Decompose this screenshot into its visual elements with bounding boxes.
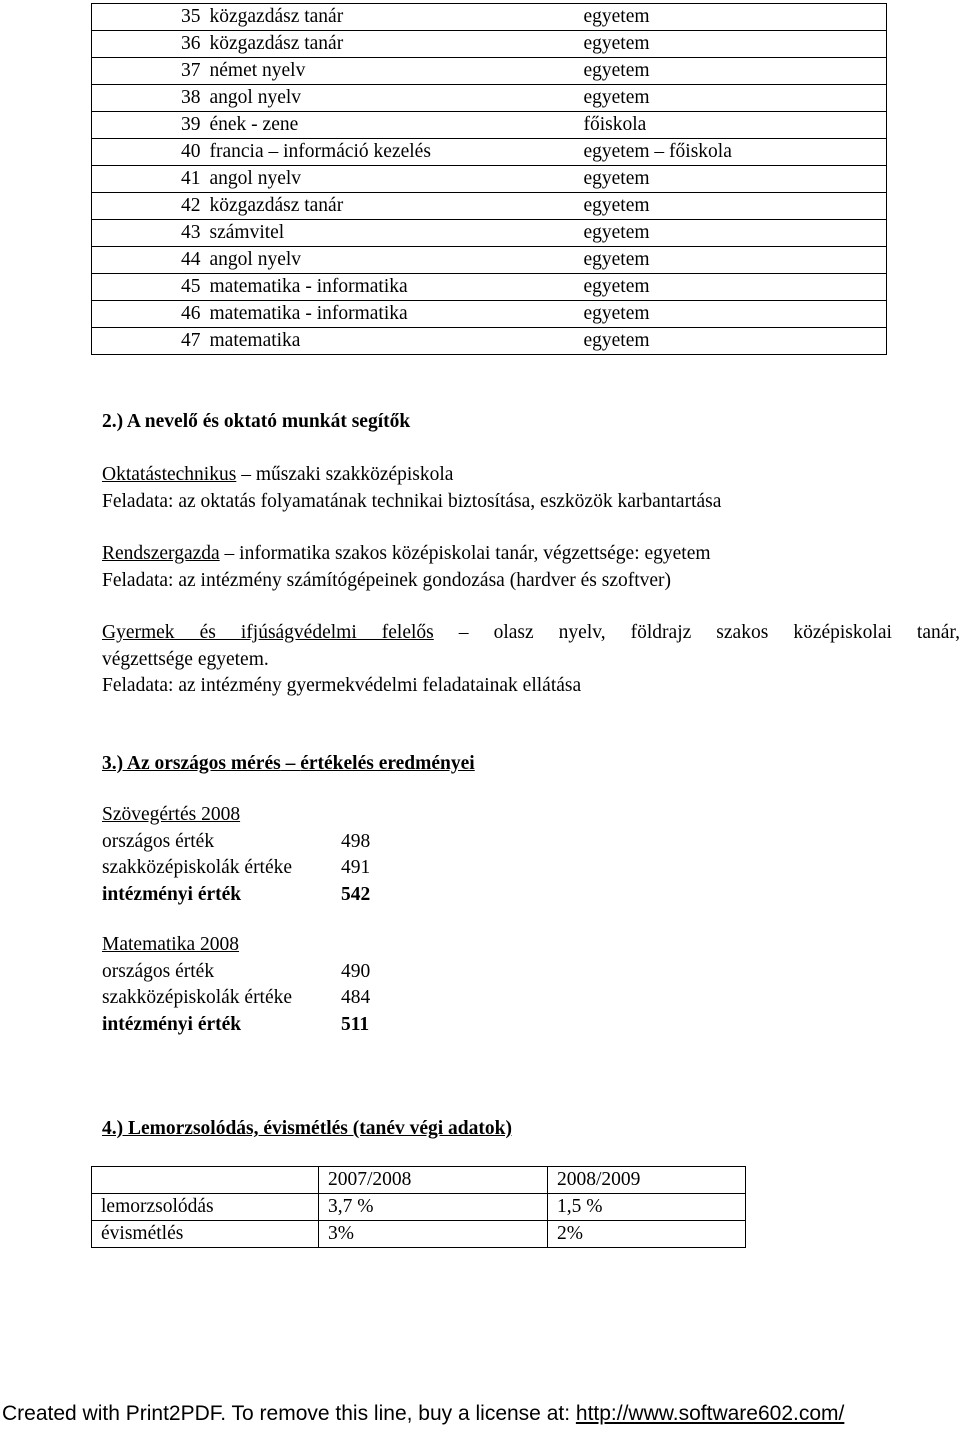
staff-row-number: 35 xyxy=(92,4,210,31)
result-label: országos érték xyxy=(102,830,215,852)
staff-row-degree: egyetem xyxy=(584,166,887,193)
staff-row xyxy=(92,85,887,112)
staff-row-number: 38 xyxy=(92,85,210,112)
section-2 xyxy=(102,409,960,436)
admin-block xyxy=(102,541,960,594)
staff-row xyxy=(92,220,887,247)
staff-row-number: 45 xyxy=(92,274,210,301)
result-value: 484 xyxy=(341,987,371,1008)
dropout-cell: évismétlés xyxy=(92,1221,319,1248)
staff-row-number: 47 xyxy=(92,328,210,355)
result-row xyxy=(102,985,960,1012)
staff-row xyxy=(92,166,887,193)
result-value: 490 xyxy=(341,960,371,982)
staff-row-subject: közgazdász tanár xyxy=(210,4,584,31)
result-value: 491 xyxy=(341,857,371,878)
tech-title: Oktatástechnikus xyxy=(102,464,237,485)
staff-row-degree: egyetem xyxy=(584,85,887,112)
staff-row xyxy=(92,328,887,355)
admin-task: Feladata: az intézmény számítógépeinek gondozása (hardver és szoftver) xyxy=(102,569,672,591)
tech-desc: – műszaki szakközépiskola xyxy=(236,464,454,485)
staff-row-subject: közgazdász tanár xyxy=(210,31,584,58)
staff-row-subject: angol nyelv xyxy=(210,247,584,274)
staff-row-number: 43 xyxy=(92,220,210,247)
dropout-cell: 2% xyxy=(548,1221,746,1248)
dropout-header-row xyxy=(92,1167,746,1194)
dropout-cell: 3,7 % xyxy=(319,1194,548,1221)
staff-row-subject: közgazdász tanár xyxy=(210,193,584,220)
staff-row xyxy=(92,112,887,139)
section-4-heading-text: 4.) Lemorzsolódás, évismétlés (tanév végi adatok) xyxy=(102,1118,512,1139)
reading-results xyxy=(102,802,960,908)
section-3-heading-a: 3.) Az országos mérés xyxy=(102,753,281,774)
staff-row-degree: egyetem xyxy=(584,220,887,247)
staff-row-subject: angol nyelv xyxy=(210,166,584,193)
tech-task: Feladata: az oktatás folyamatának technikai biztosítása, eszközök karbantartása xyxy=(102,490,722,512)
result-row xyxy=(102,855,960,882)
child-desc-2: végzettsége egyetem. xyxy=(102,648,269,670)
staff-row-number: 36 xyxy=(92,31,210,58)
dropout-cell: 2008/2009 xyxy=(548,1167,746,1194)
result-label: szakközépiskolák értéke xyxy=(102,987,293,1008)
result-value: 498 xyxy=(341,830,371,852)
footer-text: Created with Print2PDF. To remove this line, buy a license at: xyxy=(2,1402,576,1425)
dropout-cell xyxy=(92,1167,319,1194)
reading-title: Szövegértés 2008 xyxy=(102,804,241,825)
result-label: intézményi érték xyxy=(102,1013,242,1035)
staff-row-number: 37 xyxy=(92,58,210,85)
staff-row xyxy=(92,247,887,274)
result-label: szakközépiskolák értéke xyxy=(102,857,293,878)
dropout-cell: 3% xyxy=(319,1221,548,1248)
staff-row-subject: német nyelv xyxy=(210,58,584,85)
result-value: 511 xyxy=(341,1013,370,1035)
staff-row-subject: angol nyelv xyxy=(210,85,584,112)
math-results xyxy=(102,932,960,1038)
result-row xyxy=(102,1012,960,1039)
print2pdf-footer xyxy=(2,1402,960,1426)
section-2-heading: 2.) A nevelő és oktató munkát segítők xyxy=(102,411,411,432)
child-desc: – olasz nyelv, földrajz szakos középiskolai tanár, xyxy=(433,622,960,643)
admin-desc: – informatika szakos középiskolai tanár, végzettsége: egyetem xyxy=(219,543,711,564)
admin-title: Rendszergazda xyxy=(102,543,220,564)
dropout-row xyxy=(92,1194,746,1221)
staff-row-number: 44 xyxy=(92,247,210,274)
staff-row-degree: egyetem xyxy=(584,193,887,220)
staff-row-degree: főiskola xyxy=(584,112,887,139)
staff-row-degree: egyetem – főiskola xyxy=(584,139,887,166)
staff-row-degree: egyetem xyxy=(584,4,887,31)
child-title: Gyermek és ifjúságvédelmi felelős xyxy=(102,622,434,643)
staff-row-subject: matematika - informatika xyxy=(210,274,584,301)
staff-row-degree: egyetem xyxy=(584,328,887,355)
staff-row-subject: matematika - informatika xyxy=(210,301,584,328)
staff-row xyxy=(92,4,887,31)
section-3-heading-c: értékelés eredményei xyxy=(300,753,475,774)
staff-row xyxy=(92,301,887,328)
staff-table xyxy=(91,3,887,355)
footer-link[interactable]: http://www.software602.com/ xyxy=(575,1402,845,1425)
child-task: Feladata: az intézmény gyermekvédelmi feladatainak ellátása xyxy=(102,675,582,696)
dropout-cell: 2007/2008 xyxy=(319,1167,548,1194)
staff-row xyxy=(92,31,887,58)
staff-row-degree: egyetem xyxy=(584,31,887,58)
staff-row-number: 39 xyxy=(92,112,210,139)
staff-row-subject: matematika xyxy=(210,328,584,355)
section-4-heading xyxy=(102,1116,960,1143)
section-3-heading-dash: – xyxy=(280,753,301,774)
staff-row xyxy=(92,193,887,220)
staff-row-degree: egyetem xyxy=(584,58,887,85)
result-label: országos érték xyxy=(102,960,215,982)
staff-row-degree: egyetem xyxy=(584,274,887,301)
tech-block xyxy=(102,462,960,515)
math-title: Matematika 2008 xyxy=(102,934,240,955)
staff-row-number: 40 xyxy=(92,139,210,166)
staff-row-number: 46 xyxy=(92,301,210,328)
dropout-row xyxy=(92,1221,746,1248)
staff-row xyxy=(92,139,887,166)
result-value: 542 xyxy=(341,883,371,905)
result-row xyxy=(102,882,960,909)
staff-row xyxy=(92,58,887,85)
result-row xyxy=(102,829,960,856)
dropout-cell: lemorzsolódás xyxy=(92,1194,319,1221)
staff-row-number: 41 xyxy=(92,166,210,193)
staff-row-number: 42 xyxy=(92,193,210,220)
staff-row xyxy=(92,274,887,301)
staff-row-subject: számvitel xyxy=(210,220,584,247)
staff-row-subject: ének - zene xyxy=(210,112,584,139)
result-label: intézményi érték xyxy=(102,883,242,905)
staff-row-degree: egyetem xyxy=(584,247,887,274)
result-row xyxy=(102,959,960,986)
child-block xyxy=(102,620,960,700)
dropout-table xyxy=(91,1166,746,1248)
staff-row-degree: egyetem xyxy=(584,301,887,328)
section-3-heading xyxy=(102,751,960,778)
dropout-cell: 1,5 % xyxy=(548,1194,746,1221)
staff-row-subject: francia – információ kezelés xyxy=(210,139,584,166)
